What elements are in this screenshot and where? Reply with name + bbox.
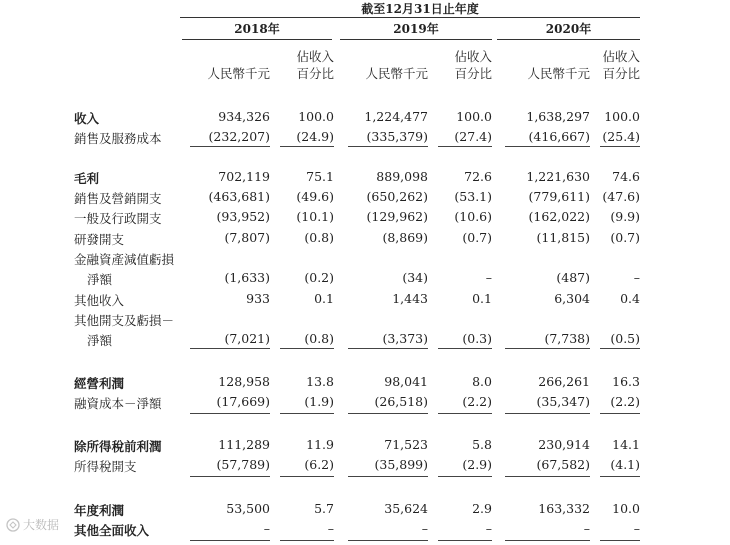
row-label: 銷售及營銷開支 xyxy=(74,191,162,206)
amount-cell: 702,119 xyxy=(218,169,270,184)
amount-cell: (34) xyxy=(402,270,428,285)
underline xyxy=(600,146,640,147)
percent-cell: – xyxy=(327,521,334,536)
row-label: 毛利 xyxy=(74,171,100,186)
amount-cell: 163,332 xyxy=(538,501,590,516)
table-row xyxy=(0,187,730,207)
percent-cell: 11.9 xyxy=(306,437,334,452)
table-row xyxy=(0,107,730,127)
table-row xyxy=(0,519,730,539)
underline xyxy=(280,348,334,349)
year-2018-header: 2018年 xyxy=(234,22,280,36)
percent-cell: 72.6 xyxy=(464,169,492,184)
percent-cell: (0.5) xyxy=(610,331,640,346)
pct-label-2019-a: 佔收入 xyxy=(454,49,492,64)
table-row xyxy=(0,207,730,227)
year-2020-rule xyxy=(497,39,640,40)
table-row xyxy=(0,228,730,248)
amount-cell: (17,669) xyxy=(216,394,270,409)
amount-cell: (7,807) xyxy=(224,230,270,245)
amount-cell: (8,869) xyxy=(382,230,428,245)
amount-cell: 1,443 xyxy=(392,291,428,306)
table-row xyxy=(0,455,730,475)
amount-cell: (416,667) xyxy=(528,129,590,144)
percent-cell: (2.2) xyxy=(462,394,492,409)
amount-cell: (26,518) xyxy=(374,394,428,409)
amount-cell: (1,633) xyxy=(224,270,270,285)
row-label: 其他收入 xyxy=(74,293,125,308)
year-2019-header: 2019年 xyxy=(393,22,439,36)
year-2019-rule xyxy=(340,39,492,40)
table-row xyxy=(0,309,730,329)
row-label: 融資成本－淨額 xyxy=(74,396,162,411)
underline xyxy=(438,348,492,349)
percent-cell: (0.8) xyxy=(304,331,334,346)
percent-cell: (24.9) xyxy=(296,129,334,144)
amount-cell: 266,261 xyxy=(538,374,590,389)
underline xyxy=(505,540,590,541)
pct-label-2019-b: 百分比 xyxy=(454,66,492,81)
amount-cell: 98,041 xyxy=(384,374,428,389)
percent-cell: (0.8) xyxy=(304,230,334,245)
percent-cell: (9.9) xyxy=(610,209,640,224)
amount-cell: (650,262) xyxy=(366,189,428,204)
row-label: 一般及行政開支 xyxy=(74,211,162,226)
underline xyxy=(190,348,270,349)
underline xyxy=(438,413,492,414)
percent-cell: – xyxy=(633,270,640,285)
amount-cell: (57,789) xyxy=(216,457,270,472)
pct-label-2018-b: 百分比 xyxy=(296,66,334,81)
percent-cell: 10.0 xyxy=(612,501,640,516)
amount-cell: (162,022) xyxy=(528,209,590,224)
percent-cell: 100.0 xyxy=(298,109,334,124)
underline xyxy=(505,348,590,349)
amount-cell: (35,899) xyxy=(374,457,428,472)
table-row xyxy=(0,127,730,147)
amount-cell: (3,373) xyxy=(382,331,428,346)
percent-cell: (53.1) xyxy=(454,189,492,204)
amount-cell: 933 xyxy=(246,291,270,306)
watermark-logo-icon xyxy=(6,518,20,532)
row-label: 銷售及服務成本 xyxy=(74,131,162,146)
table-row xyxy=(0,372,730,392)
percent-cell: (27.4) xyxy=(454,129,492,144)
percent-cell: 0.4 xyxy=(620,291,640,306)
amount-cell: (11,815) xyxy=(536,230,590,245)
table-row xyxy=(0,329,730,349)
percent-cell: 13.8 xyxy=(306,374,334,389)
underline xyxy=(190,413,270,414)
watermark xyxy=(6,516,59,533)
underline xyxy=(505,413,590,414)
percent-cell: 8.0 xyxy=(472,374,492,389)
amount-cell: (129,962) xyxy=(366,209,428,224)
percent-cell: (2.2) xyxy=(610,394,640,409)
year-2020-header: 2020年 xyxy=(545,22,592,36)
underline xyxy=(600,476,640,477)
percent-cell: (10.6) xyxy=(454,209,492,224)
underline xyxy=(348,146,428,147)
underline xyxy=(348,476,428,477)
amount-cell: 1,224,477 xyxy=(364,109,428,124)
row-label: 除所得稅前利潤 xyxy=(74,439,162,454)
table-row xyxy=(0,248,730,268)
underline xyxy=(280,476,334,477)
percent-cell: (10.1) xyxy=(296,209,334,224)
underline xyxy=(438,146,492,147)
amount-cell: – xyxy=(263,521,270,536)
table-row xyxy=(0,289,730,309)
amount-cell: 35,624 xyxy=(384,501,428,516)
underline xyxy=(600,348,640,349)
percent-cell: (4.1) xyxy=(610,457,640,472)
year-2018-rule xyxy=(182,39,332,40)
underline xyxy=(190,476,270,477)
underline xyxy=(600,540,640,541)
period-title: 截至12月31日止年度 xyxy=(361,2,479,16)
underline xyxy=(348,413,428,414)
amount-cell: (7,021) xyxy=(224,331,270,346)
amount-cell: 889,098 xyxy=(376,169,428,184)
table-row xyxy=(0,167,730,187)
underline xyxy=(438,540,492,541)
underline xyxy=(280,413,334,414)
percent-cell: 5.7 xyxy=(314,501,334,516)
percent-cell: (0.2) xyxy=(304,270,334,285)
amount-cell: (35,347) xyxy=(536,394,590,409)
amount-cell: (779,611) xyxy=(528,189,590,204)
amount-label-2019: 人民幣千元 xyxy=(365,66,428,81)
header-rule xyxy=(180,17,640,18)
percent-cell: 16.3 xyxy=(612,374,640,389)
row-label: 淨額 xyxy=(87,333,113,348)
percent-cell: (25.4) xyxy=(602,129,640,144)
watermark-text: 大数据 xyxy=(23,518,60,532)
underline xyxy=(348,540,428,541)
percent-cell: 0.1 xyxy=(314,291,334,306)
table-row xyxy=(0,435,730,455)
amount-cell: 6,304 xyxy=(554,291,590,306)
percent-cell: 2.9 xyxy=(472,501,492,516)
percent-cell: 0.1 xyxy=(472,291,492,306)
pct-label-2018-a: 佔收入 xyxy=(296,49,334,64)
amount-cell: 111,289 xyxy=(218,437,270,452)
row-label: 年度利潤 xyxy=(74,503,125,518)
underline xyxy=(600,413,640,414)
percent-cell: (0.3) xyxy=(462,331,492,346)
underline xyxy=(280,146,334,147)
amount-cell: (463,681) xyxy=(208,189,270,204)
row-label: 其他開支及虧損－ xyxy=(74,313,175,328)
underline xyxy=(348,348,428,349)
underline xyxy=(280,540,334,541)
underline xyxy=(505,476,590,477)
percent-cell: 75.1 xyxy=(306,169,334,184)
table-row xyxy=(0,268,730,288)
percent-cell: 100.0 xyxy=(456,109,492,124)
percent-cell: 100.0 xyxy=(604,109,640,124)
table-row xyxy=(0,499,730,519)
amount-cell: – xyxy=(583,521,590,536)
amount-cell: – xyxy=(421,521,428,536)
percent-cell: 5.8 xyxy=(472,437,492,452)
amount-cell: (335,379) xyxy=(366,129,428,144)
row-label: 金融資產減值虧損 xyxy=(74,252,175,267)
amount-cell: 1,638,297 xyxy=(526,109,590,124)
row-label: 收入 xyxy=(74,111,100,126)
underline xyxy=(505,146,590,147)
underline xyxy=(190,540,270,541)
amount-label-2020: 人民幣千元 xyxy=(527,66,590,81)
percent-cell: – xyxy=(485,521,492,536)
row-label: 淨額 xyxy=(87,272,113,287)
row-label: 經營利潤 xyxy=(74,376,125,391)
percent-cell: – xyxy=(633,521,640,536)
underline xyxy=(190,146,270,147)
amount-cell: (67,582) xyxy=(536,457,590,472)
pct-label-2020-a: 佔收入 xyxy=(602,49,640,64)
amount-cell: 1,221,630 xyxy=(526,169,590,184)
amount-cell: 230,914 xyxy=(538,437,590,452)
table-row xyxy=(0,392,730,412)
row-label: 其他全面收入 xyxy=(74,523,150,538)
underline xyxy=(438,476,492,477)
amount-cell: (7,738) xyxy=(544,331,590,346)
amount-cell: (487) xyxy=(556,270,590,285)
percent-cell: (1.9) xyxy=(304,394,334,409)
row-label: 所得稅開支 xyxy=(74,459,137,474)
percent-cell: (2.9) xyxy=(462,457,492,472)
amount-cell: 128,958 xyxy=(218,374,270,389)
percent-cell: (0.7) xyxy=(610,230,640,245)
percent-cell: (49.6) xyxy=(296,189,334,204)
percent-cell: 14.1 xyxy=(612,437,640,452)
amount-cell: 71,523 xyxy=(384,437,428,452)
percent-cell: – xyxy=(485,270,492,285)
amount-cell: (232,207) xyxy=(208,129,270,144)
pct-label-2020-b: 百分比 xyxy=(602,66,640,81)
amount-cell: 934,326 xyxy=(218,109,270,124)
percent-cell: (47.6) xyxy=(602,189,640,204)
percent-cell: (6.2) xyxy=(304,457,334,472)
amount-cell: 53,500 xyxy=(226,501,270,516)
percent-cell: (0.7) xyxy=(462,230,492,245)
amount-label-2018: 人民幣千元 xyxy=(207,66,270,81)
amount-cell: (93,952) xyxy=(216,209,270,224)
row-label: 研發開支 xyxy=(74,232,125,247)
percent-cell: 74.6 xyxy=(612,169,640,184)
